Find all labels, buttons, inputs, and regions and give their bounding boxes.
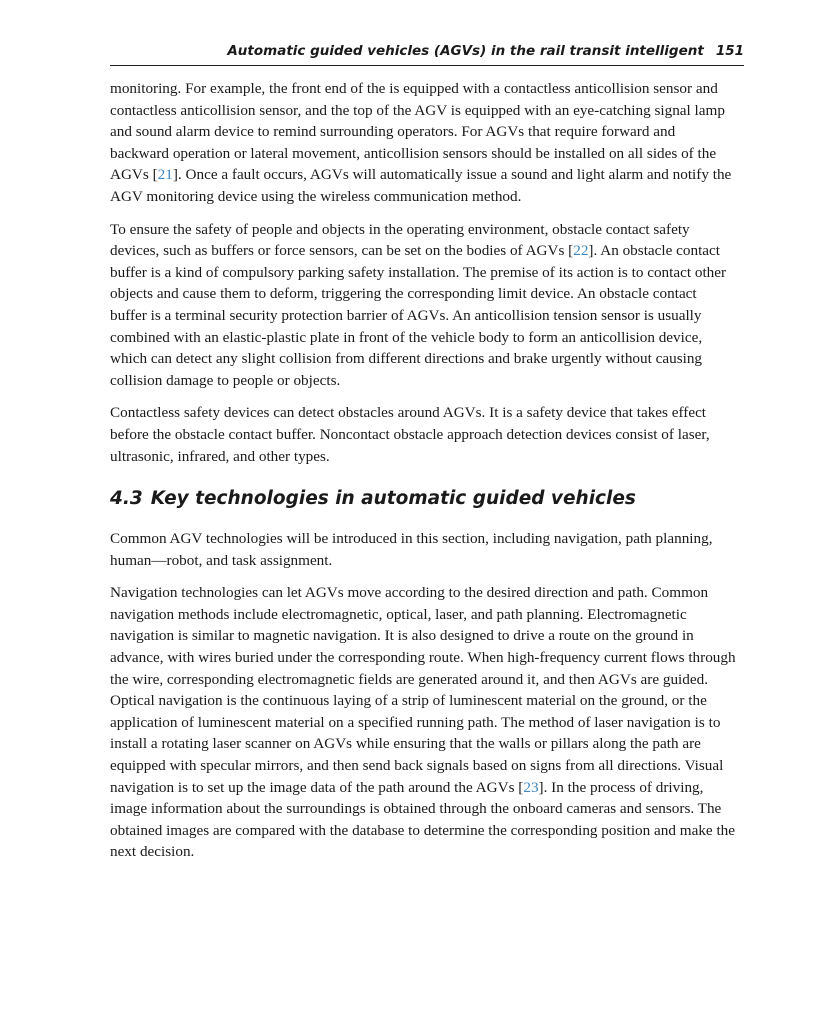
section-heading — [110, 487, 736, 511]
paragraph-contactless — [110, 402, 736, 467]
paragraph-monitoring — [110, 78, 736, 208]
paragraph-text: Common AGV technologies will be introduced in this section, including navigation, path planning, human—robot, and task assignment. — [110, 530, 713, 569]
citation-link-23[interactable]: 23 — [523, 778, 539, 796]
running-title: Automatic guided vehicles (AGVs) in the rail transit intelligent — [227, 43, 704, 59]
paragraph-text: To ensure the safety of people and objects in the operating environment, obstacle contact safety devices, such as buffers or force sensors, can be set on the bodies of AGVs [ — [110, 220, 690, 260]
paragraph-text: monitoring. For example, the front end of the is equipped with a contactless anticollision sensor and contactless anticollision sensor, and the top of the AGV is equipped with an eye-catching signal lamp and sound alarm device to remind surrounding operators. For AGVs that require forward and backward operation or lateral movement, anticollision sensors should be installed on all sides of the AGVs [ — [110, 80, 725, 184]
citation-link-21[interactable]: 21 — [157, 166, 173, 184]
paragraph-text: ]. Once a fault occurs, AGVs will automatically issue a sound and light alarm and notify the AGV monitoring device using the wireless communication method. — [110, 166, 732, 205]
paragraph-navigation — [110, 582, 736, 863]
citation-link-22[interactable]: 22 — [573, 242, 589, 260]
section-number: 4.3 — [110, 488, 143, 510]
paragraph-text: ]. An obstacle contact buffer is a kind of compulsory parking safety installation. The premise of its action is to contact other objects and cause them to deform, triggering the corresponding limit device. An obstacle contact buffer is a terminal security protection barrier of AGVs. An anticollision tension sensor is usually combined with an elastic-plastic plate in front of the vehicle body to form an anticollision device, which can detect any slight collision from different directions and brake urgently without causing collision damage to people or objects. — [110, 242, 727, 389]
paragraph-text: Contactless safety devices can detect obstacles around AGVs. It is a safety device that takes effect before the obstacle contact buffer. Noncontact obstacle approach detection devices consist of laser, ultrasonic, infrared, and other types. — [110, 404, 710, 465]
paragraph-text: Navigation technologies can let AGVs move according to the desired direction and path. Common navigation methods include electromagnetic, optical, laser, and path planning. Electromagnetic navigation is similar to magnetic navigation. It is also designed to drive a route on the ground in advance, with wires buried under the corresponding route. When high-frequency current flows through the wire, corresponding electromagnetic fields are generated around it, and then AGVs are guided. Optical navigation is the continuous laying of a strip of luminescent material on the ground, or the application of luminescent material on a specified running path. The method of laser navigation is to install a rotating laser scanner on AGVs while ensuring that the walls or pillars along the path are equipped with specular mirrors, and then send back signals based on signs from all directions. Visual navigation is to set up the image data of the path around the AGVs [ — [110, 584, 736, 796]
section-title: Key technologies in automatic guided vehicles — [150, 488, 636, 510]
paragraph-text: ]. In the process of driving, image information about the surroundings is obtained through the onboard cameras and sensors. The obtained images are compared with the database to determine the corresponding position and make the next decision. — [110, 778, 736, 861]
paragraph-agv-technologies — [110, 528, 736, 571]
paragraph-contact-safety — [110, 219, 736, 392]
page-number: 151 — [715, 43, 744, 59]
running-header — [110, 40, 744, 62]
body-text — [110, 78, 736, 874]
header-rule — [110, 65, 744, 66]
